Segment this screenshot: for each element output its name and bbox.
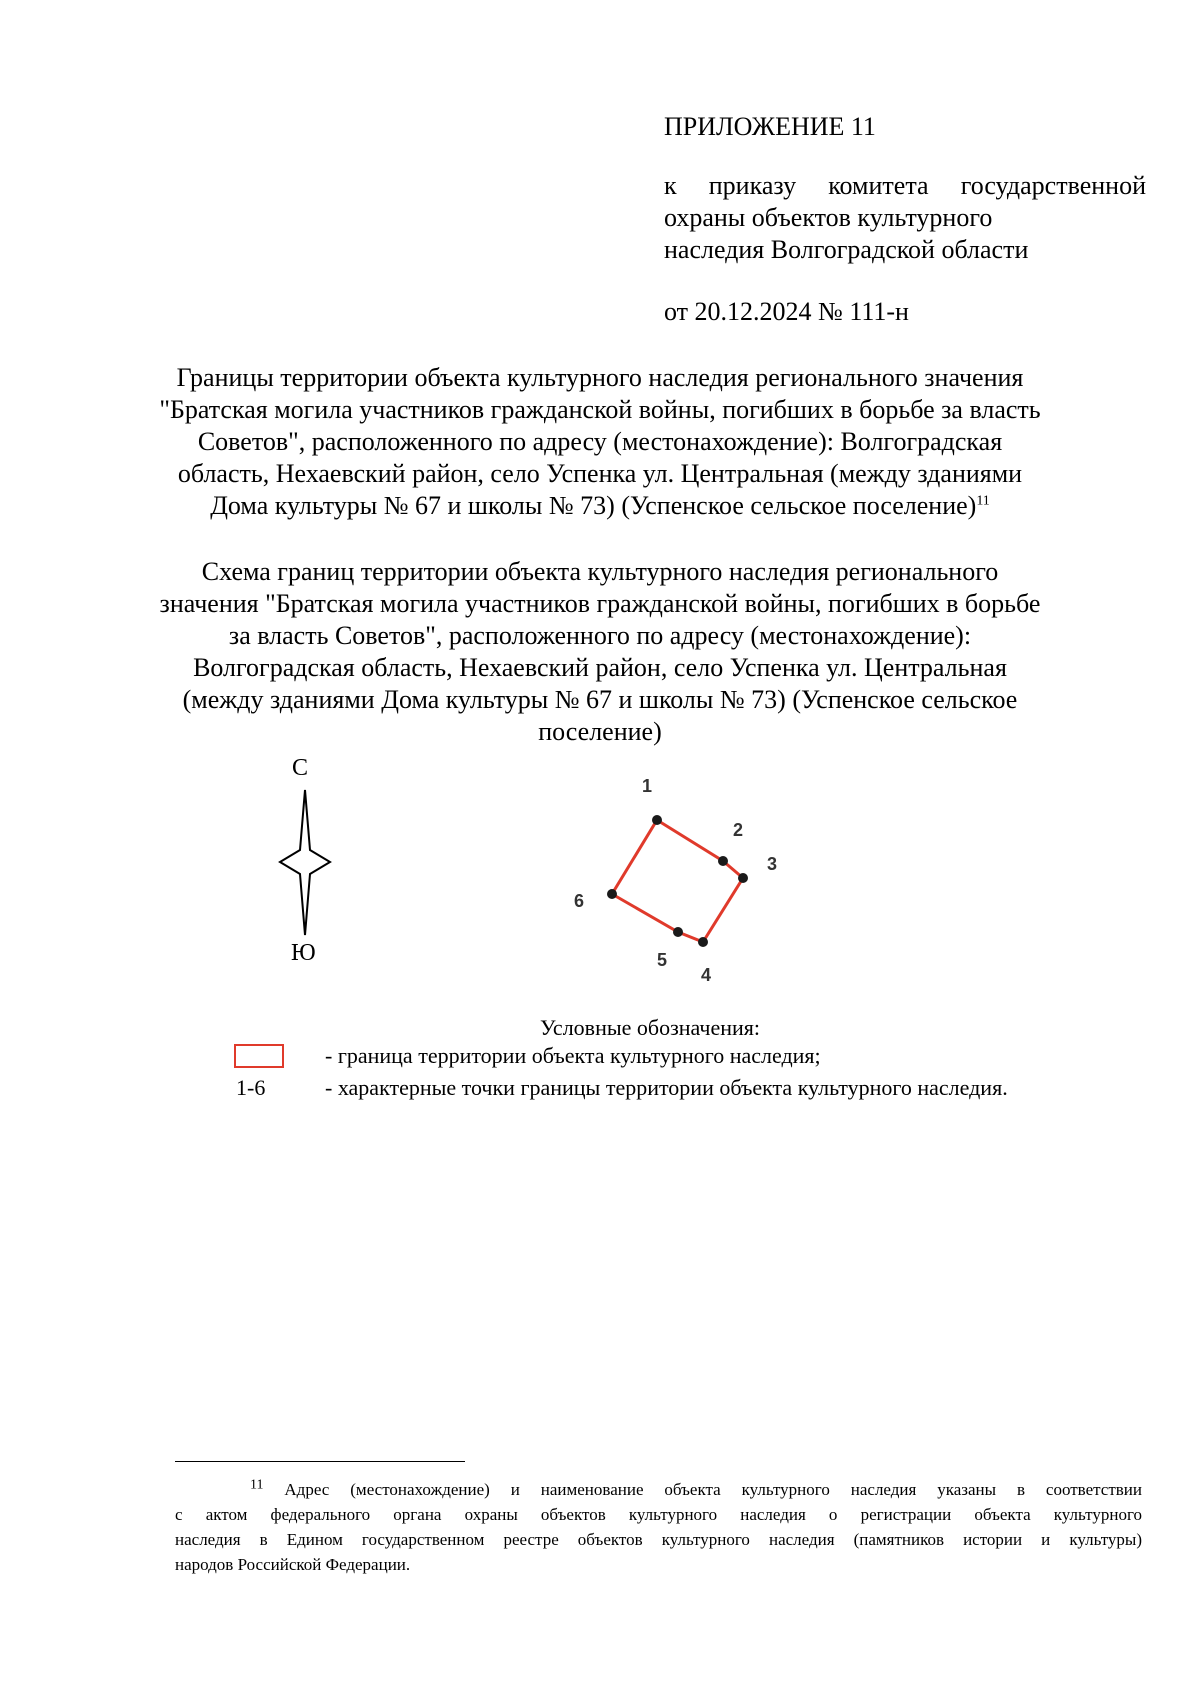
boundary-point-5 [673,927,683,937]
legend-boundary-text: - граница территории объекта культурного наследия; [325,1043,821,1068]
footnote [175,1477,1142,1577]
footnote-number: 11 [250,1477,264,1493]
point-label-4: 4 [701,965,712,985]
point-label-5: 5 [657,950,668,970]
heading-line: Схема границ территории объекта культурного наследия регионального [201,557,999,586]
heading-line: поселение) [538,717,662,746]
compass-star-shape [280,790,330,935]
heading-line: Границы территории объекта культурного наследия регионального значения [176,363,1024,392]
legend-points-symbol: 1-6 [236,1075,266,1100]
heading-line: (между зданиями Дома культуры № 67 и школы № 73) (Успенское сельское [182,685,1018,714]
legend-boundary-symbol [234,1044,284,1068]
boundary-scheme-map [560,770,800,990]
footnote-reference[interactable]: 11 [976,493,990,509]
point-label-3: 3 [767,854,778,874]
boundary-point-6 [607,889,617,899]
heading-line: "Братская могила участников гражданской войны, погибших в борьбе за власть [159,395,1041,424]
compass-south-label: Ю [291,940,316,966]
footnote-line [175,1477,1142,1502]
point-label-6: 6 [574,891,585,911]
heading-line: Волгоградская область, Нехаевский район, село Успенка ул. Центральная [193,653,1007,682]
appendix-date-number: от 20.12.2024 № 111-н [664,297,909,326]
territory-boundary [612,820,743,942]
compass-north-label: С [292,755,309,781]
footnote-separator [175,1461,465,1462]
heading-line: за власть Советов", расположенного по адресу (местонахождение): [228,621,972,650]
footnote-line: народов Российской Федерации. [175,1555,411,1574]
footnote-line-text: Адрес (местонахождение) и наименование объекта культурного наследия указаны в соответствии [284,1480,1142,1499]
heading-line: Советов", расположенного по адресу (местонахождение): Волгоградская [197,427,1003,456]
boundary-point-2 [718,856,728,866]
footnote-line: с актом федерального органа охраны объектов культурного наследия о регистрации объекта культурного [175,1505,1142,1524]
boundary-point-3 [738,873,748,883]
boundary-point-1 [652,815,662,825]
document-heading [150,362,1050,522]
heading-line: область, Нехаевский район, село Успенка ул. Центральная (между зданиями [177,459,1023,488]
footnote-line: наследия в Едином государственном реестре объектов культурного наследия (памятников истории и культуры) [175,1530,1142,1549]
appendix-order-line: к приказу комитета государственной [664,171,1146,200]
heading-line: значения "Братская могила участников гражданской войны, погибших в борьбе [159,589,1041,618]
appendix-order-line: охраны объектов культурного [664,203,993,232]
point-label-1: 1 [642,776,653,796]
scheme-heading [150,556,1050,748]
appendix-order-reference [664,170,1146,266]
compass-rose-icon [270,780,340,940]
point-label-2: 2 [733,820,744,840]
heading-line-with-footnote [150,490,1050,522]
appendix-title: ПРИЛОЖЕНИЕ 11 [664,112,876,141]
legend-title: Условные обозначения: [540,1015,761,1040]
heading-line: Дома культуры № 67 и школы № 73) (Успенское сельское поселение) [210,491,977,520]
legend-points-text: - характерные точки границы территории объекта культурного наследия. [325,1075,1008,1100]
boundary-point-4 [698,937,708,947]
appendix-order-line: наследия Волгоградской области [664,235,1029,264]
